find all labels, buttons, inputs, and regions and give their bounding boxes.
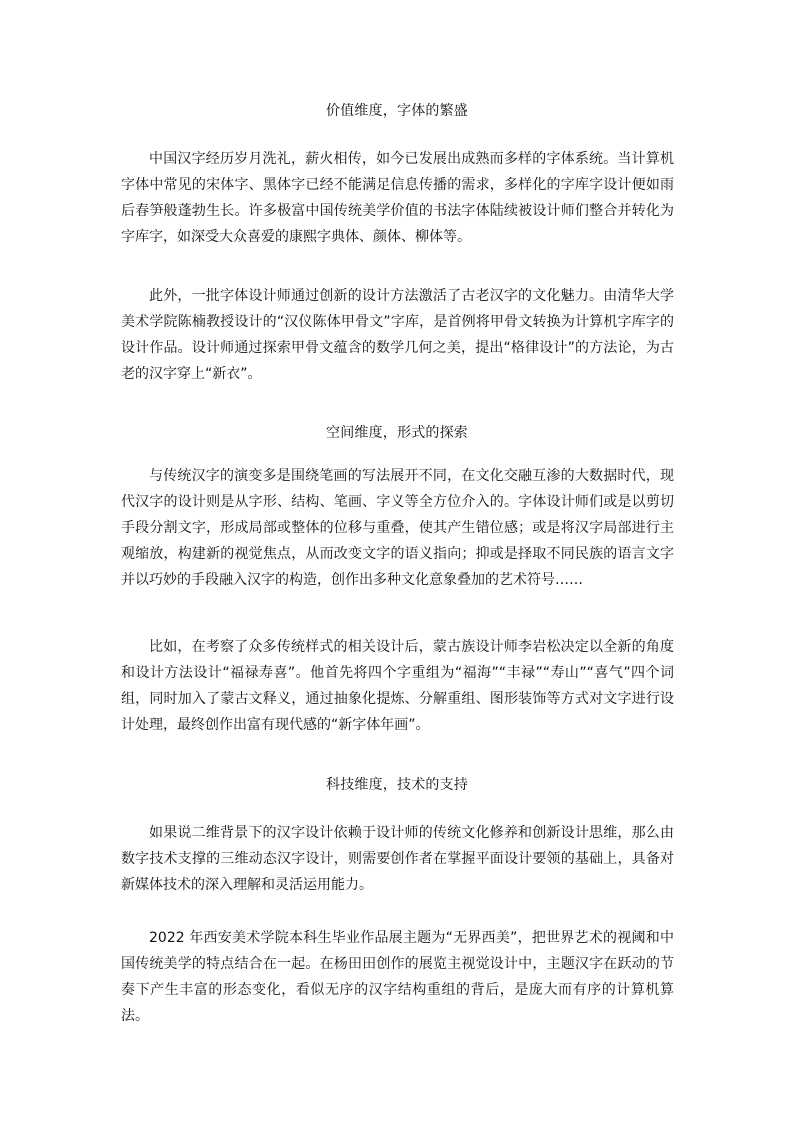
section-title-tech: 科技维度，技术的支持 (326, 777, 468, 793)
section-title-space: 空间维度，形式的探索 (326, 425, 468, 441)
paragraph-value-1: 中国汉字经历岁月洗礼，薪火相传，如今已发展出成熟而多样的字体系统。当计算机字体中常见的宋体字、黑体字已经不能满足信息传播的需求，多样化的字库字设计便如雨后春笋般蓬勃生长。许多极富中国传统美学价值的书法字体陆续被设计师们整合并转化为字库字，如深受大众喜爱的康熙字典体、颜体、柳体等。 (121, 151, 674, 245)
paragraph-tech-2: 2022 年西安美术学院本科生毕业作品展主题为“无界西美”，把世界艺术的视阈和中国传统美学的特点结合在一起。在杨田田创作的展览主视觉设计中，主题汉字在跃动的节奏下产生丰富的形态变化，看似无序的汉字结构重组的背后，是庞大而有序的计算机算法。 (121, 930, 674, 1024)
paragraph-tech-1: 如果说二维背景下的汉字设计依赖于设计师的传统文化修养和创新设计思维，那么由数字技术支撑的三维动态汉字设计，则需要创作者在掌握平面设计要领的基础上，具备对新媒体技术的深入理解和灵活运用能力。 (121, 825, 674, 893)
paragraph-space-1: 与传统汉字的演变多是围绕笔画的写法展开不同，在文化交融互渗的大数据时代，现代汉字的设计则是从字形、结构、笔画、字义等全方位介入的。字体设计师们或是以剪切手段分割文字，形成局部或整体的位移与重叠，使其产生错位感；或是将汉字局部进行主观缩放，构建新的视觉焦点，从而改变文字的语义指向；抑或是择取不同民族的语言文字并以巧妙的手段融入汉字的构造，创作出多种文化意象叠加的艺术符号…… (121, 468, 674, 588)
paragraph-space-2: 比如，在考察了众多传统样式的相关设计后，蒙古族设计师李岩松决定以全新的角度和设计方法设计“福禄寿喜”。他首先将四个字重组为“福海”“丰禄”“寿山”“喜气”四个词组，同时加入了蒙古文释义，通过抽象化提炼、分解重组、图形装饰等方式对文字进行设计处理，最终创作出富有现代感的“新字体年画”。 (121, 639, 674, 733)
section-title-value: 价值维度，字体的繁盛 (326, 103, 468, 119)
paragraph-value-2: 此外，一批字体设计师通过创新的设计方法激活了古老汉字的文化魅力。由清华大学美术学院陈楠教授设计的“汉仪陈体甲骨文”字库，是首例将甲骨文转换为计算机字库字的设计作品。设计师通过探索甲骨文蕴含的数学几何之美，提出“格律设计”的方法论，为古老的汉字穿上“新衣”。 (121, 288, 674, 382)
